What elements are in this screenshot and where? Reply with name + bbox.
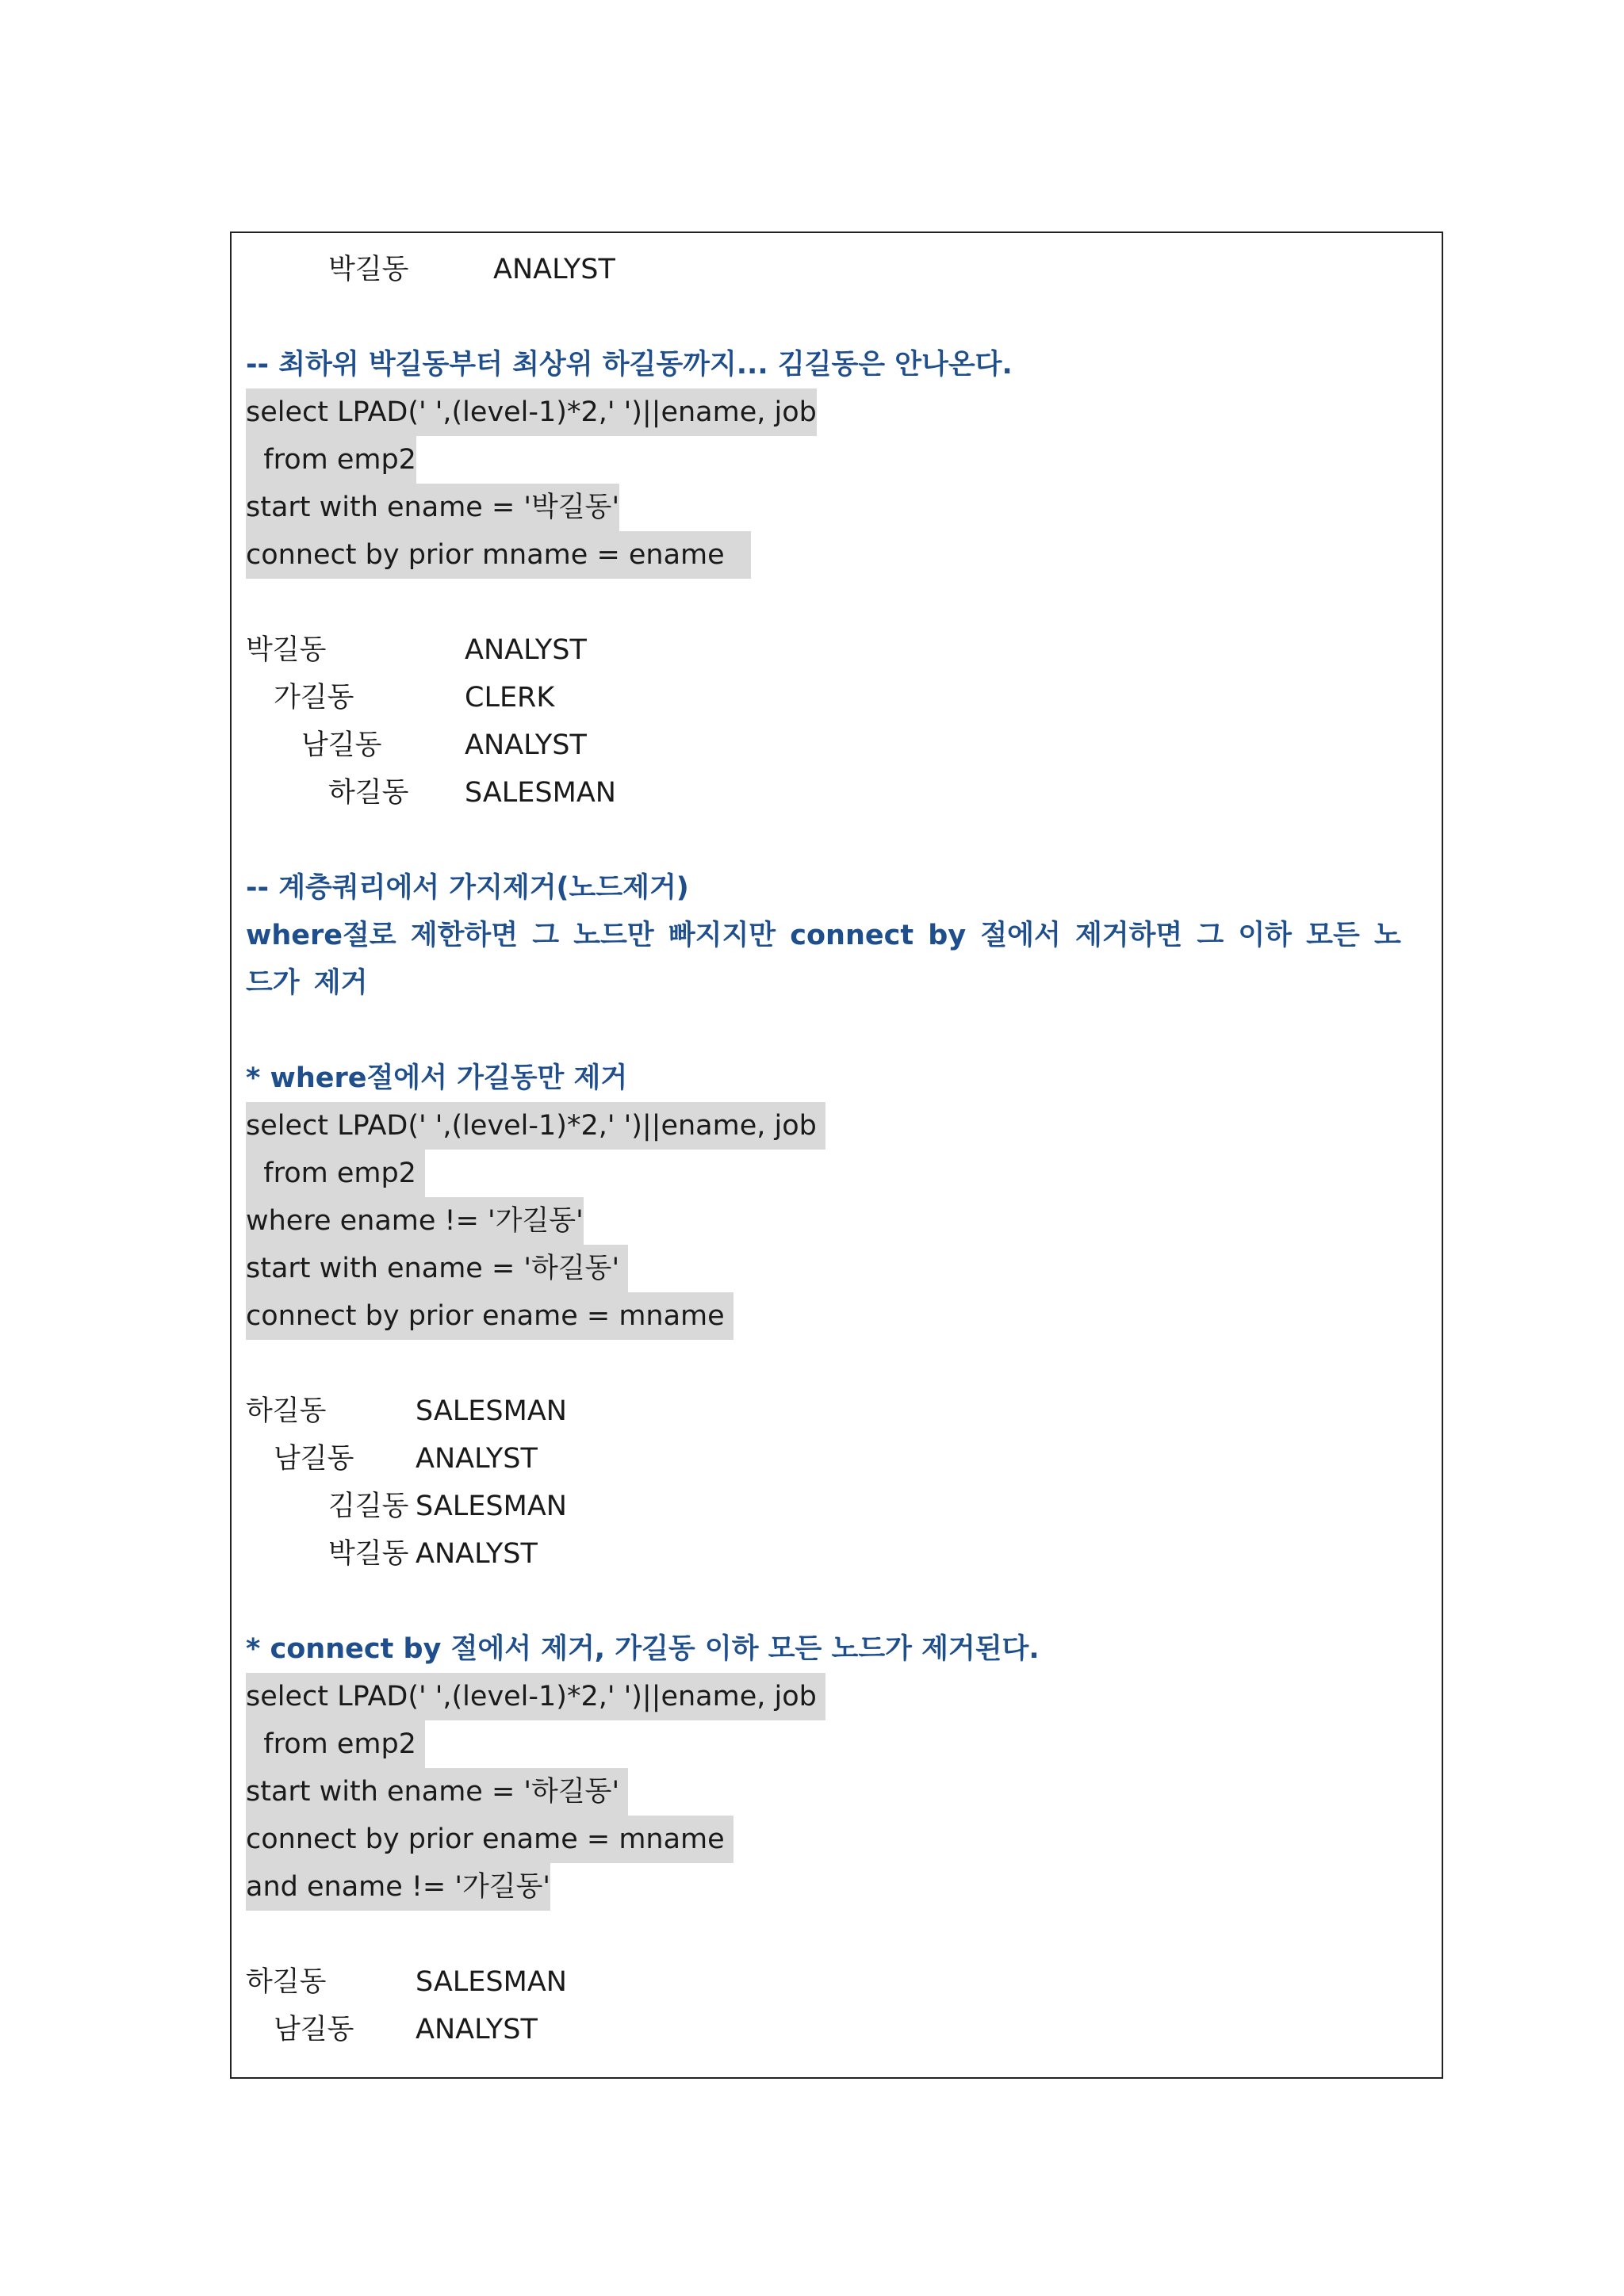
- code-line: [246, 1863, 1427, 1911]
- code-line: [246, 1768, 1427, 1816]
- code-line: [246, 1816, 1427, 1863]
- result-job: SALESMAN: [465, 777, 616, 809]
- code-line: [246, 436, 1427, 484]
- result-job: ANALYST: [465, 729, 587, 761]
- result-row: [246, 2006, 1427, 2053]
- code-text: start with ename = '박길동': [246, 484, 619, 531]
- result-name: 하길동: [328, 777, 409, 809]
- comment-line: * connect by 절에서 제거, 가길동 이하 모든 노드가 제거된다.: [246, 1633, 1040, 1665]
- document-content: [246, 246, 1427, 2053]
- code-line: [246, 1197, 1427, 1245]
- result-job: CLERK: [465, 682, 555, 714]
- result-row: [246, 769, 1427, 817]
- code-text: start with ename = '하길동': [246, 1768, 628, 1816]
- code-line: [246, 1673, 1427, 1720]
- comment-line: -- 최하위 박길동부터 최상위 하길동까지... 김길동은 안나온다.: [246, 349, 1013, 381]
- result-job: ANALYST: [465, 634, 587, 666]
- code-text: select LPAD(' ',(level-1)*2,' ')||ename, job: [246, 388, 817, 436]
- code-line: [246, 1292, 1427, 1340]
- blank-line: [246, 1007, 1427, 1054]
- code-line: [246, 1150, 1427, 1197]
- comment-line: * where절에서 가길동만 제거: [246, 1062, 628, 1094]
- code-text: and ename != '가길동': [246, 1863, 550, 1911]
- result-job: SALESMAN: [416, 1966, 567, 1998]
- result-row: [246, 246, 1427, 293]
- result-job: ANALYST: [416, 1443, 538, 1475]
- code-text: select LPAD(' ',(level-1)*2,' ')||ename, job: [246, 1102, 825, 1150]
- blank-line: [246, 1340, 1427, 1387]
- result-row: [246, 1958, 1427, 2006]
- result-name: 김길동: [328, 1490, 409, 1522]
- result-row: [246, 1435, 1427, 1483]
- result-job: SALESMAN: [416, 1395, 567, 1427]
- code-text: connect by prior ename = mname: [246, 1816, 733, 1863]
- code-text: from emp2: [246, 1150, 425, 1197]
- blank-line: [246, 817, 1427, 864]
- result-name: 남길동: [301, 729, 382, 761]
- comment-paragraph: where절로 제한하면 그 노드만 빠지지만 connect by 절에서 제거하면 그 이하 모든 노드가 제거: [246, 920, 1401, 999]
- blank-line: [246, 1578, 1427, 1625]
- result-name: 가길동: [274, 682, 354, 714]
- code-text: from emp2: [246, 1720, 425, 1768]
- result-job: ANALYST: [416, 2014, 538, 2045]
- code-line: [246, 388, 1427, 436]
- result-name: 남길동: [274, 1443, 354, 1475]
- blank-line: [246, 293, 1427, 341]
- result-name: 남길동: [274, 2014, 354, 2045]
- code-text: connect by prior ename = mname: [246, 1292, 733, 1340]
- code-text: where ename != '가길동': [246, 1197, 584, 1245]
- result-name: 하길동: [246, 1966, 327, 1998]
- result-name: 박길동: [246, 634, 327, 666]
- code-line: [246, 531, 1427, 579]
- code-text: connect by prior mname = ename: [246, 531, 751, 579]
- code-line: [246, 1245, 1427, 1292]
- code-text: start with ename = '하길동': [246, 1245, 628, 1292]
- code-text: from emp2: [246, 436, 416, 484]
- result-job: SALESMAN: [416, 1490, 567, 1522]
- code-text: select LPAD(' ',(level-1)*2,' ')||ename, job: [246, 1673, 825, 1720]
- result-row: [246, 1387, 1427, 1435]
- result-row: [246, 1483, 1427, 1530]
- code-line: [246, 484, 1427, 531]
- result-name: 박길동: [328, 254, 409, 285]
- result-job: ANALYST: [416, 1538, 538, 1570]
- result-name: 하길동: [246, 1395, 327, 1427]
- result-job: ANALYST: [493, 254, 615, 285]
- result-row: [246, 1530, 1427, 1578]
- document-frame: [230, 232, 1443, 2079]
- code-line: [246, 1102, 1427, 1150]
- result-name: 박길동: [328, 1538, 409, 1570]
- blank-line: [246, 579, 1427, 626]
- result-row: [246, 674, 1427, 721]
- comment-line: -- 계층쿼리에서 가지제거(노드제거): [246, 872, 689, 904]
- code-line: [246, 1720, 1427, 1768]
- result-row: [246, 721, 1427, 769]
- blank-line: [246, 1911, 1427, 1958]
- result-row: [246, 626, 1427, 674]
